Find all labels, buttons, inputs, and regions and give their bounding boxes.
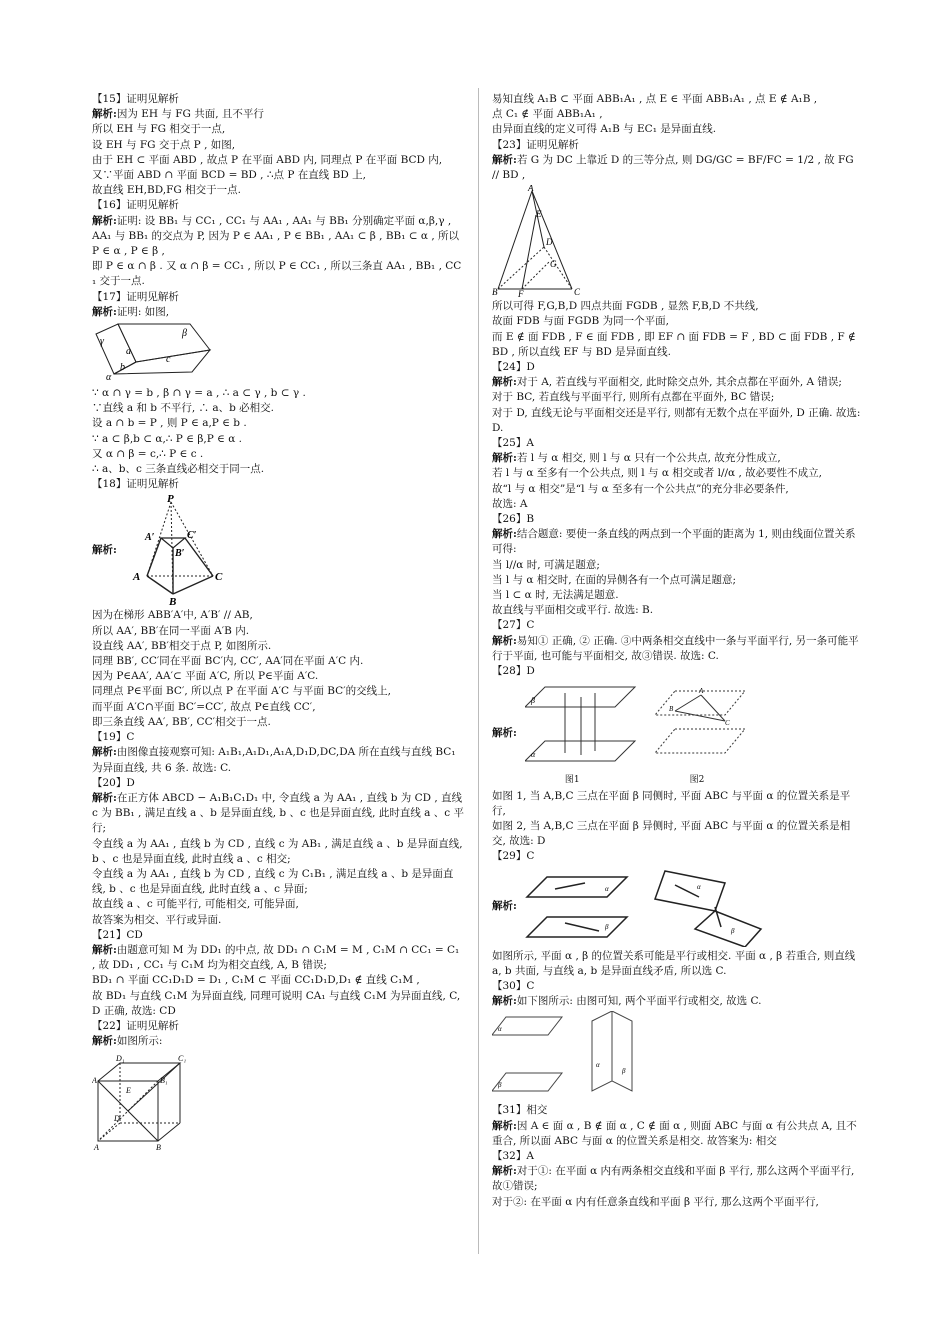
line-text: 故答案为相交、平行或异面.	[92, 913, 222, 926]
line-text: 若 G 为 DC 上靠近 D 的三等分点, 则 DG/GC = BF/FC = 1/2 , 故 FG // BD ,	[492, 153, 854, 182]
text-line	[492, 406, 864, 436]
figure-content	[525, 865, 765, 949]
line-text: BD₁ ∩ 平面 CC₁D₁D = D₁ , C₁M ⊂ 平面 CC₁D₁D,D₁ ∉ 直线 C₁M ,	[92, 974, 420, 987]
svg-text:A: A	[94, 1143, 99, 1152]
line-text: 如下图所示: 由图可知, 两个平面平行或相交, 故选 C.	[516, 995, 762, 1008]
solution-label: 解析:	[92, 305, 117, 318]
solution-label: 解析:	[92, 791, 117, 804]
svg-text:α: α	[596, 1061, 600, 1070]
svg-text:α: α	[530, 750, 536, 760]
text-line	[92, 168, 464, 183]
question-heading: 【28】D	[492, 665, 535, 678]
figure-block	[492, 183, 864, 299]
line-text: 所以 AA′, BB′在同一平面 A′B 内.	[92, 624, 250, 637]
solution-line	[492, 153, 864, 183]
text-line	[92, 837, 464, 867]
line-text: ∵直线 a 和 b 不平行, ∴ a、b 必相交.	[92, 402, 275, 415]
line-text: 故面 FDB 与面 FGDB 为同一个平面,	[492, 315, 669, 328]
solution-line	[92, 745, 464, 775]
question-heading: 【17】证明见解析	[92, 290, 179, 303]
svg-text:β: β	[498, 1081, 502, 1090]
question-heading: 【26】B	[492, 513, 535, 526]
line-text: 在正方体 ABCD − A₁B₁C₁D₁ 中, 令直线 a 为 AA₁ , 直线 b 为 CD , 直线 c 为 BB₁ , 满足直线 a 、b 是异面直线, b 、c 也是异面直线, 此时直线 a 、c 平行;	[92, 791, 464, 835]
text-line	[492, 92, 864, 107]
line-text: 若 l 与 α 相交, 则 l 与 α 只有一个公共点, 故充分性成立,	[516, 452, 781, 465]
svg-text:C′: C′	[186, 530, 197, 542]
question-heading: 【21】CD	[92, 928, 143, 941]
text-line	[92, 867, 464, 897]
text-line	[92, 608, 464, 623]
text-line	[492, 466, 864, 481]
text-line	[492, 949, 864, 979]
line-text: 即三条直线 AA′, BB′, CC′相交于一点.	[92, 715, 271, 728]
question-heading: 【19】C	[92, 731, 135, 744]
text-line	[492, 314, 864, 329]
line-text: AA₁ 与 BB₁ 的交点为 P, 因为 P ∈ AA₁ , P ∈ BB₁ , AA₁ ⊂ β , BB₁ ⊂ α , 所以 P ∈ α , P ∈ β ,	[92, 229, 460, 258]
svg-text:b: b	[120, 362, 125, 374]
text-line	[492, 482, 864, 497]
figure-caption-2: 图2	[689, 775, 705, 786]
line-text: 因为 P∈AA′, AA′⊂ 平面 A′C, 所以 P∈平面 A′C.	[92, 670, 319, 683]
text-line	[92, 624, 464, 639]
figure-block	[492, 1009, 864, 1103]
text-line	[492, 819, 864, 849]
svg-text:C: C	[724, 719, 730, 728]
question-heading: 【27】C	[492, 619, 535, 632]
svg-text:α: α	[498, 1025, 502, 1034]
svg-text:c: c	[166, 354, 171, 366]
line-text: 如图 2, 当 A,B,C 三点在平面 β 异侧时, 平面 ABC 与平面 α 的位置关系是相交, 故选: D	[492, 819, 851, 848]
question-heading: 【30】C	[492, 979, 535, 992]
line-text: ∵ a ⊂ β,b ⊂ α,∴ P ∈ β,P ∈ α .	[92, 432, 242, 445]
svg-text:β: β	[622, 1067, 626, 1076]
text-line	[492, 789, 864, 819]
solution-label: 解析:	[492, 452, 517, 465]
text-line	[92, 669, 464, 684]
question-heading: 【16】证明见解析	[92, 199, 179, 212]
line-text: 由题意可知 M 为 DD₁ 的中点, 故 DD₁ ∩ C₁M = M , C₁M ∩ CC₁ = C₁ , 故 DD₁ , CC₁ 与 C₁M 均为相交直线, A, B 错误;	[92, 943, 460, 972]
svg-text:α: α	[106, 372, 112, 384]
line-text: 设 a ∩ b = P , 则 P ∈ a,P ∈ b .	[92, 417, 247, 430]
solution-label: 解析:	[492, 1165, 517, 1178]
solution-label: 解析:	[492, 995, 517, 1008]
line-text: 对于 A, 若直线与平面相交, 此时除交点外, 其余点都在平面外, A 错误;	[516, 376, 842, 389]
line-text: 令直线 a 为 AA₁ , 直线 b 为 CD , 直线 c 为 AB₁ , 满足直线 a 、b 是异面直线, b 、c 也是异面直线, 此时直线 a 、c 相交;	[92, 837, 463, 865]
solution-line	[492, 1119, 864, 1149]
line-text: 对于②: 在平面 α 内有任意条直线和平面 β 平行, 那么这两个平面平行,	[492, 1195, 819, 1208]
text-line	[492, 107, 864, 122]
solution-label: 解析:	[492, 153, 517, 166]
line-text: 如图 1, 当 A,B,C 三点在平面 β 同侧时, 平面 ABC 与平面 α 的位置关系是平行,	[492, 789, 851, 817]
column-divider	[478, 88, 479, 1254]
svg-text:P: P	[166, 494, 174, 506]
text-line	[492, 573, 864, 588]
text-line	[92, 153, 464, 168]
text-line	[92, 229, 464, 259]
svg-text:B: B	[668, 705, 674, 714]
question-heading: 【29】C	[492, 850, 535, 863]
text-line	[92, 639, 464, 654]
text-line	[92, 700, 464, 715]
line-text: 又∵平面 ABD ∩ 平面 BCD = BD , ∴点 P 在直线 BD 上,	[92, 169, 366, 182]
figure-content	[525, 679, 755, 788]
solution-line	[92, 214, 464, 229]
line-text: ∴ a、b、c 三条直线必相交于同一点.	[92, 463, 265, 476]
svg-text:D: D	[546, 237, 553, 248]
line-text: 若 l 与 α 至多有一个公共点, 则 l 与 α 相交或者 l//α , 故必要性不成立,	[492, 467, 822, 480]
solution-label: 解析:	[92, 543, 117, 556]
text-line	[92, 447, 464, 462]
line-text: 易知① 正确, ② 正确. ③中两条相交直线中一条与平面平行, 另一条可能平行于平面, 也可能与平面相交, 故③错误. 故选: C.	[492, 634, 859, 662]
text-line	[492, 497, 864, 512]
question-heading: 【24】D	[492, 361, 535, 374]
line-text: 故 BD₁ 与直线 C₁M 为异面直线, 同理可说明 CA₁ 与直线 C₁M 为异面直线, C, D 正确, 故选: CD	[92, 989, 461, 1017]
line-text: 故直线 a 、c 可能平行, 可能相交, 可能异面,	[92, 898, 299, 911]
question-heading: 【20】D	[92, 776, 135, 789]
figure-block	[492, 679, 864, 788]
line-text: 而 E ∉ 面 FDB , F ∈ 面 FDB , 即 EF ∩ 面 FDB = F , BD ⊂ 面 FDB , F ∉ BD , 所以直线 EF 与 BD 是异面直线.	[492, 330, 856, 358]
text-line	[492, 330, 864, 360]
question-heading: 【18】证明见解析	[92, 478, 179, 491]
text-line	[492, 299, 864, 314]
figure-caption-1: 图1	[564, 775, 580, 786]
figure-block	[92, 492, 464, 608]
line-text: 对于 D, 直线无论与平面相交还是平行, 则都有无数个点在平面外, D 正确. 故选: D.	[492, 406, 861, 434]
svg-text:B: B	[156, 1143, 161, 1152]
line-text: 由于 EH ⊂ 平面 ABD , 故点 P 在平面 ABD 内, 同理点 P 在平面 BCD 内,	[92, 153, 443, 166]
figure-23-tetrahedron-diagram	[492, 185, 592, 297]
figure-content	[92, 320, 222, 386]
left-column	[92, 92, 464, 1153]
solution-label: 解析:	[492, 1119, 517, 1132]
svg-text:A: A	[698, 687, 704, 696]
solution-line	[492, 375, 864, 390]
text-line	[92, 973, 464, 988]
svg-text:E: E	[126, 1086, 131, 1096]
line-text: 即 P ∈ α ∩ β . 又 α ∩ β = CC₁ , 所以 P ∈ CC₁ , 所以三条直 AA₁ , BB₁ , CC₁ 交于一点.	[92, 260, 462, 288]
solution-label: 解析:	[492, 899, 517, 912]
line-text: 对于①: 在平面 α 内有两条相交直线和平面 β 平行, 那么这两个平面平行, 故①错误;	[492, 1165, 855, 1193]
question-heading: 【22】证明见解析	[92, 1019, 179, 1032]
svg-text:a: a	[126, 346, 131, 358]
text-line	[92, 462, 464, 477]
text-line	[492, 390, 864, 405]
text-line	[492, 603, 864, 618]
figure-29-planes-diagram	[525, 867, 765, 947]
question-heading: 【15】证明见解析	[92, 93, 179, 105]
svg-text:A: A	[132, 571, 141, 584]
line-text: 所以 EH 与 FG 相交于一点,	[92, 123, 226, 136]
line-text: 由异面直线的定义可得 A₁B 与 EC₁ 是异面直线.	[492, 123, 717, 136]
svg-text:A′: A′	[144, 532, 155, 544]
text-line	[92, 386, 464, 401]
solution-label: 解析:	[92, 108, 117, 121]
line-text: 如图所示, 平面 α , β 的位置关系可能是平行或相交. 平面 α , β 若重合, 则直线 a, b 共面, 与直线 a, b 是异面直线矛盾, 所以选 C.	[492, 949, 856, 977]
svg-text:β: β	[182, 328, 187, 340]
svg-text:α: α	[696, 882, 701, 891]
solution-line	[92, 107, 464, 122]
line-text: 易知直线 A₁B ⊂ 平面 ABB₁A₁ , 点 E ∈ 平面 ABB₁A₁ , 点 E ∉ A₁B ,	[492, 93, 818, 105]
text-line	[92, 654, 464, 669]
solution-line	[92, 791, 464, 837]
svg-text:β: β	[730, 926, 735, 935]
line-text: 故直线 EH,BD,FG 相交于一点.	[92, 184, 241, 197]
figure-block	[92, 1049, 464, 1153]
svg-text:γ: γ	[100, 336, 104, 348]
line-text: 因为 EH 与 FG 共面, 且不平行	[116, 108, 264, 121]
figure-content	[92, 1049, 192, 1153]
text-line	[92, 989, 464, 1019]
line-text: 而平面 A′C∩平面 BC′=CC′, 故点 P∈直线 CC′,	[92, 700, 316, 713]
line-text: 因为在梯形 ABB′A′中, A′B′ // AB,	[92, 609, 253, 622]
line-text: 当 l ⊂ α 时, 无法满足题意.	[492, 589, 619, 602]
text-line	[492, 1195, 864, 1210]
solution-label: 解析:	[92, 214, 117, 227]
solution-line	[92, 305, 464, 320]
text-line	[92, 684, 464, 699]
question-heading: 【32】A	[492, 1149, 534, 1162]
svg-text:D₁: D₁	[116, 1054, 125, 1064]
figure-block	[492, 865, 864, 949]
line-text: 证明: 设 BB₁ 与 CC₁ , CC₁ 与 AA₁ , AA₁ 与 BB₁ 分别确定平面 α,β,γ ,	[116, 214, 452, 227]
solution-line	[492, 634, 864, 664]
solution-label: 解析:	[92, 746, 117, 759]
figure-content	[492, 1009, 672, 1103]
svg-text:A: A	[92, 1076, 97, 1086]
svg-text:α: α	[604, 884, 609, 893]
solution-label: 解析:	[492, 727, 517, 740]
line-text: 同理点 P∈平面 BC′, 所以点 P 在平面 A′C 与平面 BC′的交线上,	[92, 685, 391, 698]
svg-text:E: E	[536, 209, 542, 220]
line-text: 由图像直接观察可知: A₁B₁,A₁D₁,A₁A,D₁D,DC,DA 所在直线与直线 BC₁ 为异面直线, 共 6 条. 故选: C.	[92, 746, 456, 774]
figure-28-planes-diagram	[525, 681, 755, 771]
text-line	[92, 122, 464, 137]
figure-18-diagram	[125, 494, 255, 606]
line-text: 因 A ∈ 面 α , B ∉ 面 α , C ∉ 面 α , 则面 ABC 与面 α 有公共点 A, 且不重合, 所以面 ABC 与面 α 的位置关系是相交. 故答案为: 相交	[492, 1119, 857, 1147]
solution-line	[492, 994, 864, 1009]
solution-line	[492, 527, 864, 557]
figure-content	[125, 492, 255, 608]
svg-text:C: C	[214, 571, 223, 584]
text-line	[492, 558, 864, 573]
svg-text:β: β	[530, 696, 535, 706]
svg-text:β: β	[604, 922, 609, 931]
line-text: 证明: 如图,	[116, 305, 170, 318]
line-text: 对于 BC, 若直线与平面平行, 则所有点都在平面外, BC 错误;	[492, 391, 775, 404]
text-line	[92, 913, 464, 928]
line-text: 设 EH 与 FG 交于点 P , 如图,	[92, 138, 236, 151]
svg-text:A: A	[528, 185, 534, 194]
figure-30-planes-diagram	[492, 1011, 672, 1101]
text-line	[492, 122, 864, 137]
figure-block	[92, 320, 464, 386]
figure-17-diagram	[92, 322, 222, 384]
svg-text:B′: B′	[174, 548, 185, 560]
solution-label: 解析:	[92, 1035, 117, 1048]
text-line	[92, 259, 464, 289]
svg-text:D: D	[114, 1114, 120, 1124]
line-text: 同理 BB′, CC′同在平面 BC′内, CC′, AA′同在平面 A′C 内.	[92, 655, 364, 668]
line-text: 当 l//α 时, 可满足题意;	[492, 558, 600, 571]
svg-text:B: B	[168, 596, 177, 607]
line-text: 令直线 a 为 AA₁ , 直线 b 为 CD , 直线 c 为 C₁B₁ , 满足直线 a 、b 是异面直线, b 、c 也是异面直线, 此时直线 a 、c 异面;	[92, 867, 454, 896]
svg-text:C₁: C₁	[178, 1054, 187, 1064]
line-text: 当 l 与 α 相交时, 在面的异侧各有一个点可满足题意;	[492, 573, 737, 586]
line-text: 结合题意: 要使一条直线的两点到一个平面的距离为 1, 则由线面位置关系可得:	[492, 528, 856, 556]
solution-line	[492, 1164, 864, 1194]
question-heading: 【25】A	[492, 437, 534, 450]
line-text: ∵ α ∩ γ = b , β ∩ γ = a , ∴ a ⊂ γ , b ⊂ γ .	[92, 387, 306, 400]
line-text: 又 α ∩ β = c,∴ P ∈ c .	[92, 447, 204, 460]
line-text: 点 C₁ ∉ 平面 ABB₁A₁ ,	[492, 108, 603, 121]
line-text: 如图所示:	[116, 1035, 163, 1048]
text-line	[92, 416, 464, 431]
text-line	[92, 897, 464, 912]
solution-line	[92, 943, 464, 973]
svg-text:G: G	[550, 259, 557, 270]
figure-content	[492, 183, 592, 299]
solution-line	[492, 451, 864, 466]
text-line	[92, 715, 464, 730]
text-line	[92, 138, 464, 153]
svg-text:F: F	[518, 289, 524, 298]
line-text: 故直线与平面相交或平行. 故选: B.	[492, 604, 654, 617]
line-text: 所以可得 F,G,B,D 四点共面 FGDB , 显然 F,B,D 不共线,	[492, 300, 759, 313]
text-line	[92, 401, 464, 416]
solution-label: 解析:	[92, 943, 117, 956]
svg-text:B₁: B₁	[160, 1076, 168, 1086]
question-heading: 【23】证明见解析	[492, 138, 579, 151]
question-heading: 【31】相交	[492, 1104, 548, 1117]
line-text: 故选: A	[492, 497, 528, 510]
text-line	[492, 588, 864, 603]
solution-line	[92, 1034, 464, 1049]
solution-label: 解析:	[492, 528, 517, 541]
line-text: 设直线 AA′, BB′相交于点 P, 如图所示.	[92, 639, 272, 652]
line-text: 故“l 与 α 相交”是“l 与 α 至多有一个公共点”的充分非必要条件,	[492, 482, 789, 495]
svg-text:B: B	[492, 287, 498, 298]
solution-label: 解析:	[492, 376, 517, 389]
text-line	[92, 432, 464, 447]
right-column	[492, 92, 864, 1210]
text-line	[92, 183, 464, 198]
svg-text:C: C	[574, 287, 581, 298]
solution-label: 解析:	[492, 634, 517, 647]
figure-22-cube-diagram	[92, 1051, 192, 1151]
